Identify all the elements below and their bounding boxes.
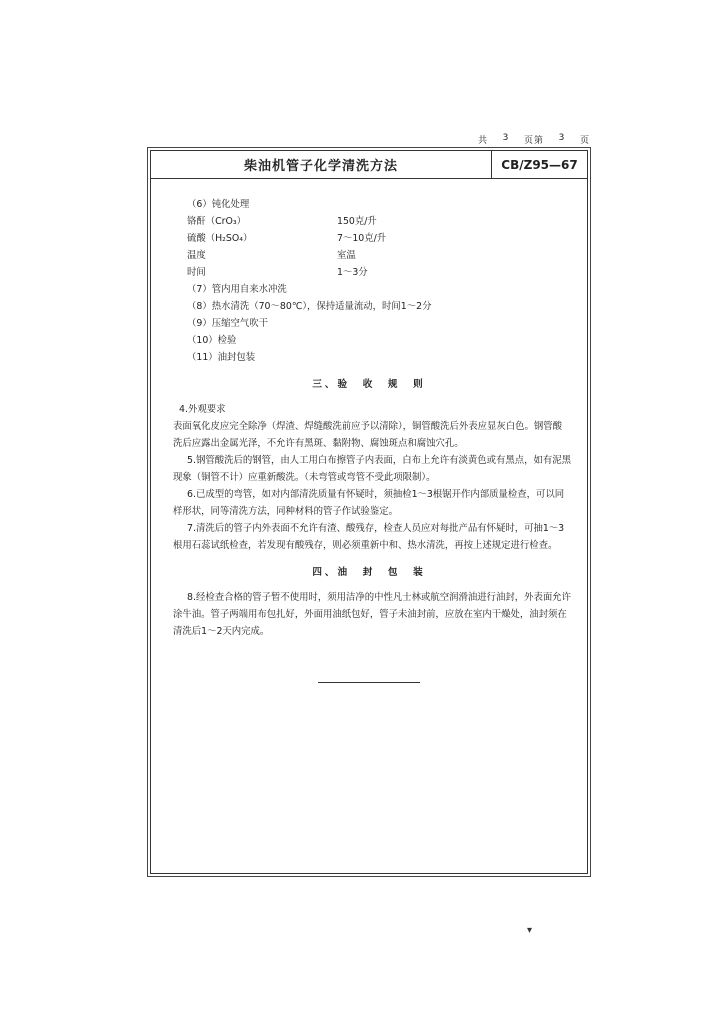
page-info [478, 133, 590, 146]
section-3-body [151, 401, 587, 554]
step-11: （11）油封包装 [187, 352, 256, 363]
document-frame [150, 150, 588, 874]
param-value: 1～3分 [337, 267, 368, 278]
end-rule [318, 682, 420, 683]
param-name: 铬酐（CrO₃） [187, 216, 247, 227]
paragraph-6: 6.已成型的弯管，如对内部清洗质量有怀疑时，须抽检1～3根锯开作内部质量检查，可以同样形状，同等清洗方法，同种材料的管子作试验鉴定。 [173, 489, 565, 517]
param-name: 硫酸（H₂SO₄） [187, 233, 253, 244]
step-7: （7）管内用自来水冲洗 [187, 284, 287, 295]
param-row [187, 213, 587, 230]
section-4-heading: 四、油 封 包 装 [312, 567, 426, 578]
item-4-title: 4.外观要求 [179, 404, 226, 415]
passivation-steps [151, 196, 587, 366]
step-10: （10）检验 [187, 335, 237, 346]
paragraph-5: 5.钢管酸洗后的钢管，由人工用白布擦管子内表面，白布上允许有淡黄色或有黑点，如有泥黑现象（铜管不计）应重新酸洗。（未弯管或弯管不受此项限制）。 [173, 455, 571, 483]
document-header [151, 151, 587, 179]
param-row [187, 247, 587, 264]
standard-code: CB/Z95—67 [501, 157, 578, 172]
document-title: 柴油机管子化学清洗方法 [151, 151, 492, 178]
paragraph-8: 8.经检查合格的管子暂不使用时，须用洁净的中性凡士林或航空润滑油进行油封，外表面允许涂牛油。管子两端用布包扎好，外面用油纸包好，管子未油封前，应放在室内干燥处，油封须在清洗后1～2天内完成。 [173, 592, 571, 637]
paragraph-4: 表面氧化皮应完全除净（焊渣、焊缝酸洗前应予以清除），铜管酸洗后外表应显灰白色。钢管酸洗后应露出金属光泽，不允许有黑斑、黏附物、腐蚀斑点和腐蚀穴孔。 [173, 421, 563, 449]
param-name: 时间 [187, 267, 206, 278]
param-value: 7～10克/升 [337, 233, 387, 244]
page-info-page: 页第 [523, 136, 544, 146]
step-6: （6）钝化处理 [187, 199, 250, 210]
param-name: 温度 [187, 250, 206, 261]
param-value: 室温 [337, 250, 356, 261]
section-3-heading: 三、验 收 规 则 [312, 379, 426, 390]
step-8: （8）热水清洗（70～80℃），保持适量流动，时间1～2分 [187, 301, 432, 312]
page-info-page-num: 3 [558, 133, 566, 143]
page-info-total-num: 3 [502, 133, 510, 143]
section-4-body [151, 589, 587, 640]
scan-mark: ▾ [527, 925, 533, 936]
param-row [187, 230, 587, 247]
param-value: 150克/升 [337, 216, 377, 227]
paragraph-7: 7.清洗后的管子内外表面不允许有渣、酸残存，检查人员应对每批产品有怀疑时，可抽1～3根用石蕊试纸检查，若发现有酸残存，则必须重新中和、热水清洗，再按上述规定进行检查。 [173, 523, 565, 551]
param-row [187, 264, 587, 281]
page-info-page-end: 页 [579, 136, 590, 146]
page-info-total: 共 [478, 136, 489, 146]
document-body [151, 178, 587, 640]
step-9: （9）压缩空气吹干 [187, 318, 268, 329]
